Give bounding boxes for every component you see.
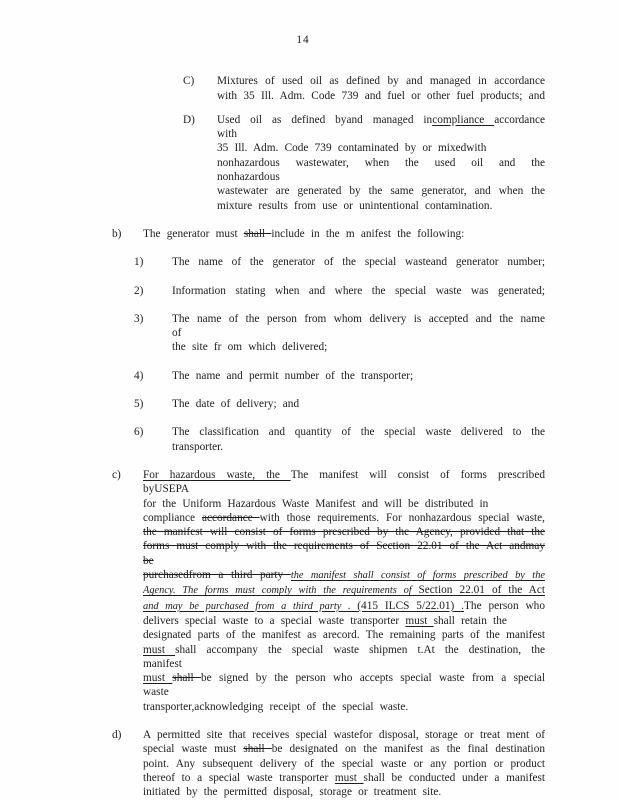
- text-line: [143, 757, 545, 771]
- text-segment: shall: [243, 227, 272, 240]
- paragraph-label: 1): [134, 256, 144, 269]
- text-segment: The name of the person from whom delivery is accepted and the name of: [172, 312, 545, 340]
- text-segment: The date of delivery; and: [172, 398, 300, 411]
- text-line: [172, 312, 545, 341]
- text-line: [143, 771, 545, 785]
- text-line: [217, 141, 545, 155]
- text-line: [217, 156, 545, 185]
- text-line: [143, 742, 545, 756]
- paragraph-label: b): [112, 227, 122, 240]
- text-line: [143, 643, 545, 672]
- text-segment: The generator must: [143, 227, 244, 240]
- text-line: [172, 284, 545, 298]
- paragraph-block: [0, 227, 618, 241]
- paragraph-block: [0, 113, 618, 213]
- text-segment: compliance: [432, 113, 495, 126]
- text-line: [143, 785, 545, 799]
- text-segment: transporter,acknowledging receipt of the special waste.: [143, 700, 409, 713]
- paragraph-text: [143, 227, 545, 241]
- paragraph-text: [143, 468, 545, 714]
- text-segment: must: [405, 614, 434, 627]
- text-line: [143, 671, 545, 700]
- text-segment: designated parts of the manifest as arecord. The remaining parts of the manifest: [143, 629, 545, 642]
- text-segment: The name of the generator of the special wasteand generator number;: [172, 256, 545, 269]
- paragraph-block: [0, 425, 618, 454]
- paragraph-block: [0, 369, 618, 383]
- text-line: [172, 440, 545, 454]
- text-segment: the manifest will consist of forms prescribed by the Agency, provided that the: [143, 526, 545, 539]
- text-segment: The person who: [464, 599, 545, 612]
- text-segment: must: [143, 672, 173, 685]
- text-segment: Agency. The forms must comply with the requirements of: [143, 585, 419, 597]
- paragraph-block: [0, 397, 618, 411]
- text-segment: accordance: [201, 511, 260, 524]
- text-line: [217, 89, 545, 103]
- text-segment: with 35 Ill. Adm. Code 739 and fuel or other fuel products; and: [217, 89, 545, 102]
- paragraph-block: [0, 728, 618, 799]
- text-segment: include in the m anifest the following:: [271, 227, 465, 240]
- paragraph-block: [0, 255, 618, 269]
- text-line: [143, 599, 545, 614]
- paragraph-label: 6): [134, 426, 144, 439]
- text-line: [172, 369, 545, 383]
- text-segment: The name and permit number of the transporter;: [172, 369, 414, 382]
- text-segment: The classification and quantity of the special waste delivered to the: [172, 426, 545, 439]
- text-segment: Information stating when and where the special waste was generated;: [172, 284, 545, 297]
- text-segment: 35 Ill. Adm. Code 739 contaminated by or mixedwith: [217, 142, 487, 155]
- text-segment: Used oil as defined byand managed in: [217, 113, 433, 126]
- text-segment: shall accompany the special waste shipmen t.At the destination, the manifest: [143, 643, 545, 670]
- text-segment: with those requirements. For nonhazardous special waste,: [259, 511, 546, 524]
- text-line: [172, 397, 545, 411]
- text-segment: purchasedfrom a third party: [143, 569, 291, 582]
- paragraph-label: 2): [134, 284, 144, 297]
- text-segment: wastewater are generated by the same generator, and when the: [217, 185, 545, 198]
- text-line: [217, 184, 545, 198]
- text-segment: transporter.: [172, 440, 224, 453]
- text-segment: Mixtures of used oil as defined by and managed in accordance: [217, 75, 545, 88]
- paragraph-label: 3): [134, 312, 144, 325]
- text-segment: be designated on the manifest as the final destination: [271, 743, 545, 756]
- document-body: [0, 74, 618, 799]
- text-segment: The manifest will consist of forms prescribed byUSEPA: [143, 468, 545, 496]
- text-segment: (415 ILCS 5/22.01) .: [357, 599, 465, 612]
- page-number: 14: [296, 34, 310, 46]
- text-line: [217, 74, 545, 88]
- paragraph-label: 5): [134, 398, 144, 411]
- text-line: [217, 199, 545, 213]
- text-segment: accordance with: [217, 113, 545, 141]
- text-line: [143, 497, 545, 511]
- text-segment: the manifest shall consist of forms prescribed by the: [290, 570, 545, 582]
- text-segment: forms must comply with the requirements of Section 22.01 of the Act andmay be: [143, 540, 545, 567]
- text-line: [143, 539, 545, 568]
- text-segment: for the Uniform Hazardous Waste Manifest and will be distributed in: [143, 497, 489, 510]
- text-segment: thereof to a special waste transporter: [143, 771, 335, 784]
- paragraph-text: [172, 284, 545, 298]
- text-line: [143, 511, 545, 525]
- text-segment: shall retain the: [433, 614, 507, 627]
- text-segment: special waste must: [143, 743, 244, 756]
- text-segment: the site fr om which delivered;: [172, 341, 328, 354]
- text-segment: shall: [243, 743, 272, 756]
- text-line: [172, 340, 545, 354]
- text-segment: be signed by the person who accepts special waste from a special waste: [143, 672, 545, 699]
- text-segment: compliance: [143, 511, 202, 524]
- text-line: [217, 113, 545, 142]
- text-line: [143, 628, 545, 642]
- paragraph-text: [172, 312, 545, 355]
- text-line: [143, 728, 545, 742]
- text-segment: and may be purchased from a third party .: [143, 600, 358, 612]
- paragraph-block: [0, 312, 618, 355]
- paragraph-text: [217, 74, 545, 103]
- paragraph-label: C): [183, 75, 195, 88]
- text-segment: shall be conducted under a manifest: [363, 771, 545, 784]
- text-segment: A permitted site that receives special wastefor disposal, storage or treat ment of: [143, 728, 545, 741]
- text-line: [143, 227, 545, 241]
- text-line: [143, 700, 545, 714]
- text-segment: shall: [172, 672, 201, 685]
- paragraph-text: [217, 113, 545, 213]
- paragraph-label: D): [183, 113, 195, 126]
- text-line: [172, 425, 545, 439]
- text-line: [143, 568, 545, 583]
- paragraph-text: [172, 397, 545, 411]
- text-segment: point. Any subsequent delivery of the special waste or any portion or product: [143, 757, 545, 770]
- text-segment: delivers special waste to a special waste transporter: [143, 614, 406, 627]
- paragraph-text: [172, 255, 545, 269]
- text-segment: nonhazardous wastewater, when the used oil and the nonhazardous: [217, 156, 545, 184]
- text-segment: For hazardous waste, the: [143, 468, 291, 481]
- paragraph-block: [0, 74, 618, 103]
- text-segment: Section 22.01 of the Act: [418, 584, 545, 597]
- paragraph-block: [0, 284, 618, 298]
- paragraph-label: c): [112, 468, 121, 481]
- paragraph-block: [0, 468, 618, 714]
- text-segment: initiated by the permitted disposal, storage or treatment site.: [143, 786, 442, 799]
- paragraph-text: [143, 728, 545, 799]
- text-line: [172, 255, 545, 269]
- text-segment: must: [143, 643, 176, 656]
- paragraph-text: [172, 369, 545, 383]
- text-segment: mixture results from use or unintentional contamination.: [217, 199, 493, 212]
- text-line: [143, 468, 545, 497]
- paragraph-label: d): [112, 728, 122, 741]
- text-line: [143, 525, 545, 539]
- text-line: [143, 614, 545, 628]
- paragraph-text: [172, 425, 545, 454]
- text-segment: must: [334, 771, 364, 784]
- text-line: [143, 583, 545, 598]
- paragraph-label: 4): [134, 369, 144, 382]
